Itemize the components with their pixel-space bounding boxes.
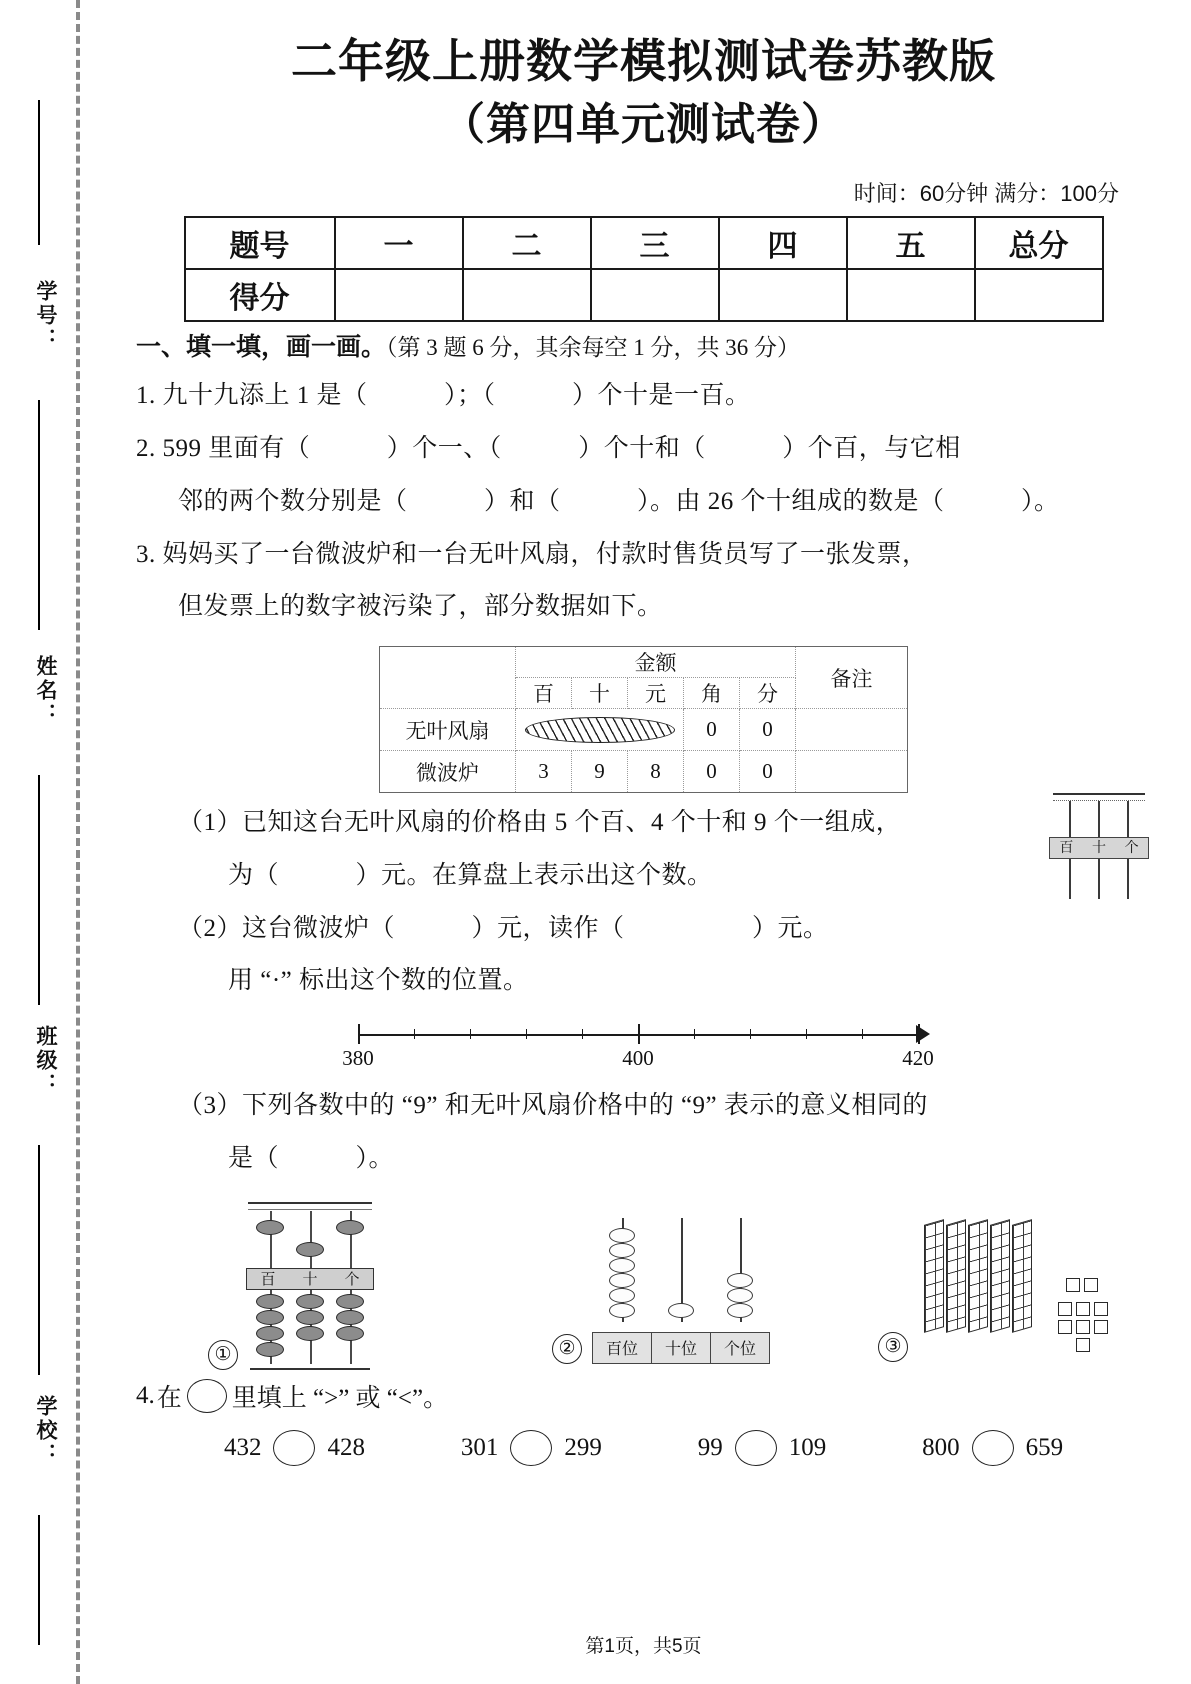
- base-ten-unit: [1084, 1278, 1098, 1292]
- choice-1[interactable]: [208, 1202, 372, 1370]
- ink-smudge-icon: [525, 717, 675, 743]
- abacus-filled-diagram: [248, 1202, 372, 1370]
- score-input-5[interactable]: [847, 269, 975, 321]
- rod-abacus-bead: [609, 1228, 635, 1243]
- number-line-label-380: 380: [342, 1046, 374, 1071]
- question-3-sub-2-line-2-wrap: [136, 957, 1151, 1006]
- rod-abacus-label-hundreds: 百位: [593, 1333, 652, 1363]
- abacus1-rail-bottom: [250, 1368, 370, 1370]
- rod-abacus-label-tens: 十位: [652, 1333, 711, 1363]
- invoice-digit-header-jiao: 角: [684, 678, 740, 709]
- invoice-digit-header-yuan: 元: [628, 678, 684, 709]
- base-ten-unit: [1094, 1320, 1108, 1334]
- invoice-mw-note: [796, 751, 908, 793]
- score-table-row-label-points: 得分: [185, 269, 335, 321]
- comparison-circle-icon[interactable]: [187, 1379, 227, 1413]
- number-line-tick-minor: [806, 1029, 807, 1039]
- question-3-sub-1-line-2-wrap: [136, 852, 1151, 901]
- invoice-mw-jiao: 0: [684, 751, 740, 793]
- sidebar-rule: [38, 775, 40, 1005]
- score-input-total[interactable]: [975, 269, 1103, 321]
- invoice-amount-header: 金额: [516, 647, 796, 678]
- abacus1-lower-bead: [336, 1310, 364, 1325]
- abacus-beam: [1049, 837, 1149, 859]
- score-cell-4: 四: [719, 217, 847, 269]
- cut-line-dashed: [76, 0, 80, 1684]
- abacus1-lower-bead: [336, 1326, 364, 1341]
- invoice-fan-jiao: 0: [684, 709, 740, 751]
- rod-abacus-bead: [609, 1243, 635, 1258]
- table-row: [380, 709, 908, 751]
- question-3-sub-3-line-1: （3）下列各数中的 “9” 和无叶风扇价格中的 “9” 表示的意义相同的: [178, 1092, 928, 1120]
- rod-abacus-bead: [727, 1273, 753, 1288]
- comparison-pair-1: [224, 1430, 365, 1466]
- question-3-sub-2: [136, 905, 1151, 954]
- number-line-tick-minor: [414, 1029, 415, 1039]
- comparison-answer-circle[interactable]: [735, 1430, 777, 1466]
- rod-abacus-label-ones: 个位: [723, 1341, 756, 1359]
- number-line-tick-minor: [862, 1029, 863, 1039]
- score-table: [184, 216, 1104, 322]
- invoice-item-name-fan: 无叶风扇: [380, 709, 516, 751]
- page-footer: 第1页，共5页: [585, 1636, 702, 1657]
- sidebar-rule: [38, 400, 40, 630]
- abacus-top-rail: [1053, 793, 1145, 801]
- comparison-right-1: 428: [327, 1433, 365, 1461]
- abacus1-rail-top-inner: [248, 1209, 372, 1210]
- base-ten-flat: [1012, 1219, 1032, 1333]
- abacus1-upper-bead: [336, 1220, 364, 1235]
- comparison-pair-2: [461, 1430, 602, 1466]
- invoice-mw-hundreds: 3: [516, 751, 572, 793]
- rod-abacus-bead: [609, 1258, 635, 1273]
- section-one-title: 一、填一填，画一画。: [136, 333, 387, 361]
- comparison-left-4: 800: [922, 1433, 960, 1461]
- question-2-line-2-wrap: [136, 478, 1151, 527]
- rod-abacus-place-labels: [592, 1332, 770, 1364]
- base-ten-flat: [990, 1219, 1010, 1333]
- question-3-choices: [136, 1194, 1151, 1370]
- exam-page: [96, 0, 1191, 1684]
- number-line-diagram[interactable]: [136, 1012, 1151, 1078]
- question-4-text-before: 在: [156, 1384, 182, 1412]
- comparison-pair-4: [922, 1430, 1063, 1466]
- abacus-empty-frame: [1053, 793, 1145, 899]
- section-one-note: （第 3 题 6 分，其余每空 1 分，共 36 分）: [386, 334, 801, 360]
- rod-abacus-bead: [668, 1303, 694, 1318]
- invoice-fan-fen: 0: [740, 709, 796, 751]
- abacus1-beam: [246, 1268, 374, 1290]
- rod-abacus-bead: [727, 1303, 753, 1318]
- question-3-line-2-wrap: [136, 583, 1151, 632]
- question-3-sub-3-line-2: 是（ ）。: [228, 1144, 395, 1172]
- question-3-sub-1-line-2: 为（ ）元。在算盘上表示出这个数。: [228, 861, 713, 889]
- score-cell-1: 一: [335, 217, 463, 269]
- base-ten-unit: [1076, 1302, 1090, 1316]
- number-line-tick-major: [918, 1024, 920, 1044]
- invoice-digit-header-fen: 分: [740, 678, 796, 709]
- question-2-number: 2.: [136, 435, 156, 463]
- comparison-right-2: 299: [564, 1433, 602, 1461]
- comparison-left-2: 301: [460, 1433, 499, 1461]
- rod-abacus-bead: [609, 1273, 635, 1288]
- comparison-left-3: 99: [697, 1433, 723, 1461]
- question-2-line-1: 599 里面有（ ）个一、（ ）个十和（ ）个百，与它相: [162, 435, 961, 463]
- base-ten-unit: [1058, 1320, 1072, 1334]
- choice-3[interactable]: [878, 1202, 1118, 1362]
- abacus1-lower-bead: [296, 1326, 324, 1341]
- question-3-sub-2-line-2: 用 “·” 标出这个数的位置。: [228, 967, 529, 995]
- invoice-smudge-cell: [516, 709, 684, 751]
- choice-3-marker: ③: [878, 1332, 908, 1362]
- table-row: [380, 751, 908, 793]
- number-line-label-420: 420: [902, 1046, 934, 1071]
- comparison-left-1: 432: [223, 1433, 262, 1461]
- number-line-tick-minor: [582, 1029, 583, 1039]
- comparison-answer-circle[interactable]: [972, 1430, 1014, 1466]
- answer-sheet-sidebar: [0, 0, 96, 1684]
- abacus1-lower-bead: [256, 1294, 284, 1309]
- score-cell-total: 总分: [975, 217, 1103, 269]
- question-4-pairs: [136, 1430, 1151, 1466]
- base-ten-unit: [1058, 1302, 1072, 1316]
- question-3-number: 3.: [136, 540, 156, 568]
- sidebar-label-name: 姓名：: [34, 655, 57, 727]
- choice-1-marker: ①: [208, 1340, 238, 1370]
- abacus1-lower-bead: [296, 1294, 324, 1309]
- abacus-label-hundreds: 百: [1059, 839, 1074, 856]
- invoice-digit-header-hundreds: 百: [516, 678, 572, 709]
- score-input-3[interactable]: [591, 269, 719, 321]
- abacus-label-tens: 十: [1091, 839, 1106, 856]
- abacus1-label-hundreds: 百: [260, 1271, 276, 1289]
- question-1-text: 九十九添上 1 是（ ）；（ ）个十是一百。: [162, 382, 751, 410]
- invoice-header-row-1: [380, 647, 908, 678]
- invoice-digit-header-tens: 十: [572, 678, 628, 709]
- comparison-answer-circle[interactable]: [273, 1430, 315, 1466]
- invoice-item-name-microwave: 微波炉: [380, 751, 516, 793]
- base-ten-flat: [946, 1219, 966, 1333]
- sidebar-rule: [38, 100, 40, 245]
- question-3-sub-3: [136, 1082, 1151, 1131]
- number-line-tick-minor: [526, 1029, 527, 1039]
- score-cell-3: 三: [591, 217, 719, 269]
- invoice-table: [379, 646, 908, 793]
- sidebar-label-class: 班级：: [34, 1025, 57, 1097]
- abacus1-rail-top: [248, 1202, 372, 1204]
- comparison-right-3: 109: [788, 1433, 827, 1461]
- question-4-number: 4.: [136, 1381, 155, 1409]
- rod-abacus-diagram: [592, 1214, 770, 1364]
- score-table-row-label: 题号: [185, 217, 335, 269]
- invoice-fan-note: [796, 709, 908, 751]
- abacus1-lower-bead: [296, 1310, 324, 1325]
- rod-abacus-bead: [609, 1303, 635, 1318]
- rod-abacus-bead: [727, 1288, 753, 1303]
- number-line-tick-minor: [750, 1029, 751, 1039]
- base-ten-blocks-diagram: [918, 1202, 1118, 1362]
- base-ten-unit: [1076, 1320, 1090, 1334]
- question-2-line-2: 邻的两个数分别是（ ）和（ ）。由 26 个十组成的数是（ ）。: [178, 487, 1060, 515]
- question-4: [136, 1378, 1151, 1414]
- base-ten-unit: [1094, 1302, 1108, 1316]
- question-3-line-1: 妈妈买了一台微波炉和一台无叶风扇，付款时售货员写了一张发票，: [162, 540, 928, 568]
- page-subtitle: （第四单元测试卷）: [441, 100, 846, 150]
- sidebar-rule: [38, 1515, 40, 1645]
- invoice-corner-cell: [380, 647, 516, 709]
- page-title: 二年级上册数学模拟测试卷苏教版: [291, 35, 996, 87]
- comparison-pair-3: [698, 1430, 827, 1466]
- invoice-mw-yuan: 8: [628, 751, 684, 793]
- question-3-line-2: 但发票上的数字被污染了，部分数据如下。: [178, 593, 663, 621]
- sidebar-label-student-id: 学号：: [34, 280, 57, 352]
- number-line-tick-minor: [694, 1029, 695, 1039]
- question-3: [136, 531, 1151, 580]
- invoice-mw-tens: 9: [572, 751, 628, 793]
- number-line-tick-major: [358, 1024, 360, 1044]
- base-ten-flat: [924, 1219, 944, 1333]
- score-cell-2: 二: [463, 217, 591, 269]
- abacus1-upper-bead: [256, 1220, 284, 1235]
- abacus1-label-ones: 个: [344, 1271, 360, 1289]
- abacus1-lower-bead: [256, 1326, 284, 1341]
- abacus1-lower-bead: [256, 1342, 284, 1357]
- abacus1-upper-bead: [296, 1242, 324, 1257]
- abacus-label-ones: 个: [1124, 839, 1139, 856]
- score-cell-5: 五: [847, 217, 975, 269]
- question-3-sub-1-line-1: （1）已知这台无叶风扇的价格由 5 个百、4 个十和 9 个一组成，: [178, 809, 902, 837]
- base-ten-unit: [1076, 1338, 1090, 1352]
- question-1: [136, 372, 1151, 421]
- base-ten-flat: [968, 1219, 988, 1333]
- invoice-note-header: 备注: [796, 647, 908, 709]
- number-line-tick-major: [638, 1024, 640, 1044]
- question-2: [136, 425, 1151, 474]
- rod-abacus-bead: [609, 1288, 635, 1303]
- comparison-right-4: 659: [1025, 1433, 1064, 1461]
- score-table-value-row: [185, 269, 1103, 321]
- sidebar-label-school: 学校：: [34, 1395, 57, 1467]
- invoice-mw-fen: 0: [740, 751, 796, 793]
- choice-2[interactable]: [552, 1214, 770, 1364]
- question-3-sub-1: [136, 799, 1151, 856]
- sidebar-rule: [38, 1145, 40, 1375]
- question-3-sub-3-line-2-wrap: [136, 1135, 1151, 1184]
- question-4-text-after: 里填上 “>” 或 “<”。: [231, 1384, 449, 1412]
- abacus1-lower-bead: [256, 1310, 284, 1325]
- comparison-answer-circle[interactable]: [510, 1430, 552, 1466]
- section-one-heading: [136, 328, 1151, 369]
- number-line-tick-minor: [470, 1029, 471, 1039]
- question-3-sub-2-line-1: （2）这台微波炉（ ）元，读作（ ）元。: [178, 914, 829, 942]
- abacus-empty-diagram[interactable]: [1053, 793, 1145, 899]
- abacus1-label-tens: 十: [302, 1271, 318, 1289]
- score-input-1[interactable]: [335, 269, 463, 321]
- exam-meta-info: 时间：60分钟 满分：100分: [853, 180, 1119, 206]
- base-ten-unit: [1066, 1278, 1080, 1292]
- question-1-number: 1.: [136, 382, 156, 410]
- abacus1-lower-bead: [336, 1294, 364, 1309]
- invoice-table-wrap: [136, 646, 1151, 793]
- number-line-label-400: 400: [622, 1046, 654, 1071]
- score-table-header-row: [185, 217, 1103, 269]
- score-input-2[interactable]: [463, 269, 591, 321]
- choice-2-marker: ②: [552, 1334, 582, 1364]
- score-input-4[interactable]: [719, 269, 847, 321]
